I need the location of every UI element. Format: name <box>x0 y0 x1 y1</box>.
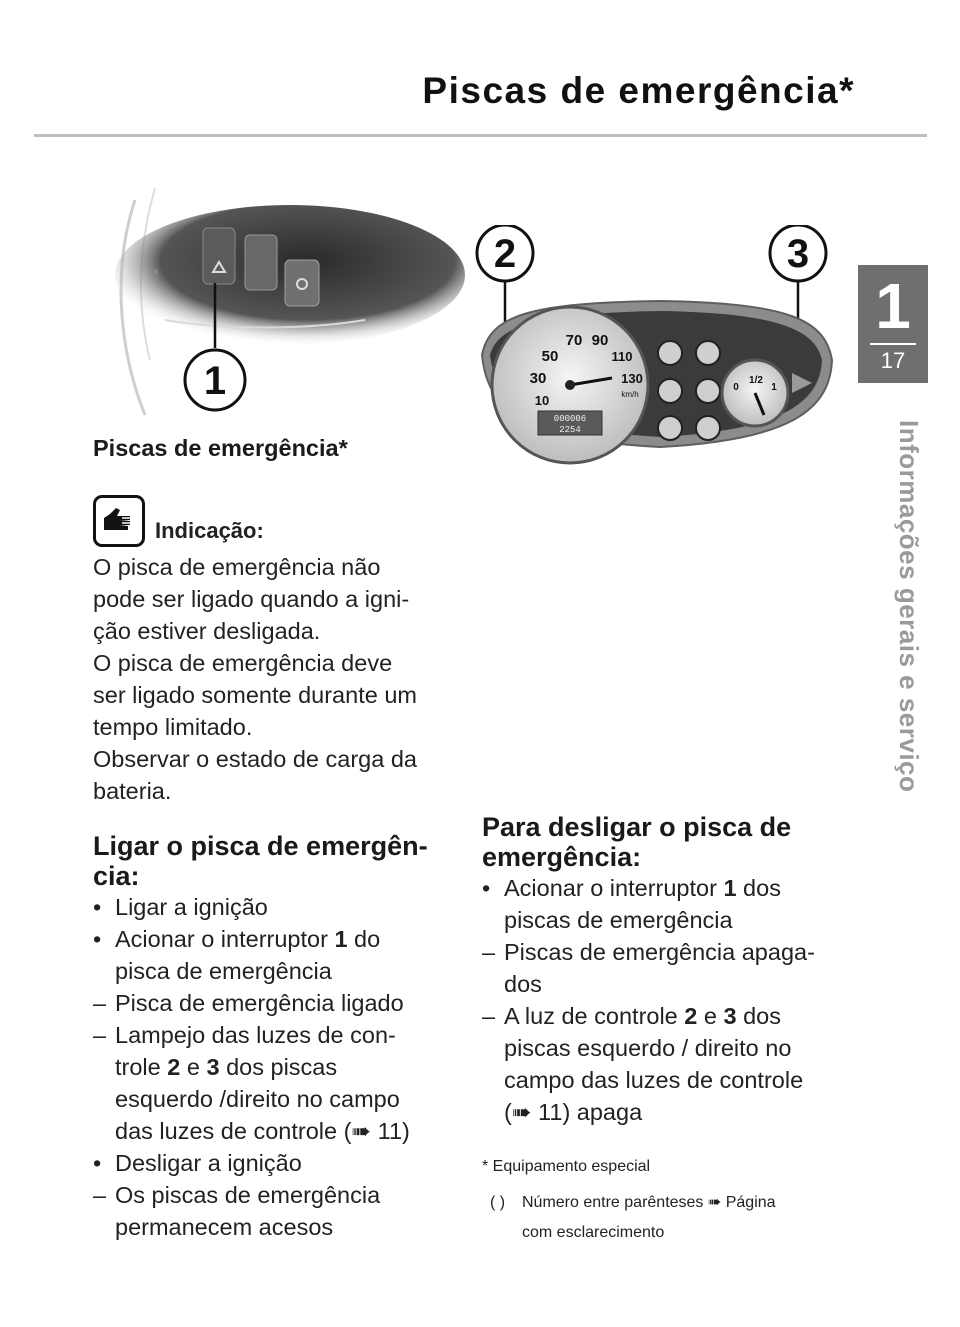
speedo-tick: 110 <box>611 349 633 364</box>
fuel-label: 1 <box>771 382 777 393</box>
list-item <box>93 987 468 1019</box>
right-column <box>482 812 857 1244</box>
step-text: Desligar a ignição <box>115 1150 302 1176</box>
step-text: Pisca de emergência ligado <box>115 990 404 1016</box>
list-item <box>482 1064 857 1096</box>
speedo-tick: 90 <box>591 332 609 349</box>
note-line: O pisca de emergência deve <box>93 650 393 676</box>
note-line: pode ser ligado quando a igni- <box>93 586 410 612</box>
header-divider <box>34 134 927 137</box>
list-item <box>93 1019 468 1051</box>
speedo-tick: 10 <box>534 393 550 408</box>
step-text: e <box>180 1054 207 1080</box>
callout-number-2: 2 <box>493 232 517 276</box>
dash-marker: – <box>93 1022 107 1048</box>
step-text: dos piscas <box>219 1054 338 1080</box>
odometer-value: 000006 <box>553 414 587 424</box>
speedo-unit: km/h <box>621 390 639 399</box>
step-text: campo das luzes de controle <box>504 1067 804 1093</box>
bullet-marker: • <box>93 926 102 952</box>
bullet-marker: • <box>482 875 491 901</box>
list-item <box>93 955 468 987</box>
section-heading: Piscas de emergência* <box>93 435 348 461</box>
dash-marker: – <box>93 990 107 1016</box>
note-label: Indicação: <box>155 518 264 543</box>
note-line: ção estiver desligada. <box>93 618 321 644</box>
step-text: dos <box>504 971 542 997</box>
footnote-star: * Equipamento especial <box>482 1158 651 1175</box>
switch-ref: 1 <box>723 875 737 901</box>
page-number: 17 <box>880 348 906 373</box>
list-item <box>93 923 468 955</box>
switch-on-heading-line: cia: <box>93 861 140 891</box>
switch-on-steps <box>93 891 468 1243</box>
step-text: e <box>697 1003 724 1029</box>
trip-value: 2254 <box>559 425 581 435</box>
note-line: Observar o estado de carga da <box>93 746 417 772</box>
step-text: Acionar o interruptor <box>504 875 724 901</box>
step-text: dos <box>736 875 781 901</box>
list-item <box>93 1147 468 1179</box>
footnote-paren <box>482 1192 857 1244</box>
speedo-tick: 70 <box>565 332 583 349</box>
section-side-title: Informações gerais e serviço <box>894 420 924 793</box>
list-item <box>93 1115 468 1147</box>
speedo-tick: 50 <box>541 348 559 365</box>
chapter-number: 1 <box>875 270 911 342</box>
speedo-tick: 30 <box>529 370 547 387</box>
note-row <box>93 495 468 551</box>
step-text: A luz de controle <box>504 1003 685 1029</box>
list-item <box>93 1051 468 1083</box>
switch-off-heading-line: Para desligar o pisca de <box>482 812 792 842</box>
list-item <box>482 1032 857 1064</box>
step-text: trole <box>115 1054 168 1080</box>
list-item <box>482 1000 857 1032</box>
footnote-line: Número entre parênteses ➠ Página <box>522 1194 776 1211</box>
step-text: esquerdo /direito no campo <box>115 1086 400 1112</box>
step-text: Acionar o interruptor <box>115 926 335 952</box>
list-item <box>482 968 857 1000</box>
switch-off-steps <box>482 872 857 1128</box>
switch-ref: 1 <box>334 926 348 952</box>
switch-off-heading-line: emergência: <box>482 842 642 872</box>
step-text: Lampejo das luzes de con- <box>115 1022 396 1048</box>
step-text: piscas de emergência <box>504 907 733 933</box>
list-item <box>93 1211 468 1243</box>
step-text: Ligar a ignição <box>115 894 268 920</box>
step-text: Piscas de emergência apaga- <box>504 939 815 965</box>
instrument-cluster-photo <box>470 225 850 470</box>
list-item <box>93 1083 468 1115</box>
step-text: permanecem acesos <box>115 1214 334 1240</box>
step-text: piscas esquerdo / direito no <box>504 1035 792 1061</box>
fuel-label: 1/2 <box>749 375 763 386</box>
dash-marker: – <box>482 1003 496 1029</box>
step-text: (➠ 11) apaga <box>504 1099 643 1125</box>
note-line: O pisca de emergência não <box>93 554 381 580</box>
paren-symbol: ( ) <box>490 1194 506 1211</box>
note-line: tempo limitado. <box>93 714 253 740</box>
step-text: do <box>347 926 381 952</box>
callout-number-3: 3 <box>786 232 810 276</box>
fuel-label: 0 <box>733 382 739 393</box>
callout-number-1: 1 <box>203 359 227 403</box>
step-text: pisca de emergência <box>115 958 332 984</box>
note-icon <box>93 495 145 547</box>
switch-on-heading <box>93 831 468 891</box>
footnote-line: com esclarecimento <box>522 1224 665 1241</box>
list-item <box>93 891 468 923</box>
chapter-divider <box>870 343 916 345</box>
hazard-switch-photo <box>95 180 465 425</box>
light-ref: 3 <box>206 1054 220 1080</box>
bullet-marker: • <box>93 1150 102 1176</box>
note-line: ser ligado somente durante um <box>93 682 417 708</box>
step-text: Os piscas de emergência <box>115 1182 381 1208</box>
step-text: dos <box>736 1003 781 1029</box>
page-title: Piscas de emergência* <box>422 70 855 111</box>
list-item <box>482 936 857 968</box>
step-text: das luzes de controle (➠ 11) <box>115 1118 410 1144</box>
dash-marker: – <box>93 1182 107 1208</box>
list-item <box>482 904 857 936</box>
switch-on-heading-line: Ligar o pisca de emergên- <box>93 831 428 861</box>
light-ref: 2 <box>684 1003 698 1029</box>
bullet-marker: • <box>93 894 102 920</box>
light-ref: 2 <box>167 1054 181 1080</box>
list-item <box>482 872 857 904</box>
light-ref: 3 <box>723 1003 737 1029</box>
dash-marker: – <box>482 939 496 965</box>
note-line: bateria. <box>93 778 172 804</box>
speedo-tick: 130 <box>621 371 643 386</box>
list-item <box>482 1096 857 1128</box>
left-column <box>93 433 468 1243</box>
list-item <box>93 1179 468 1211</box>
